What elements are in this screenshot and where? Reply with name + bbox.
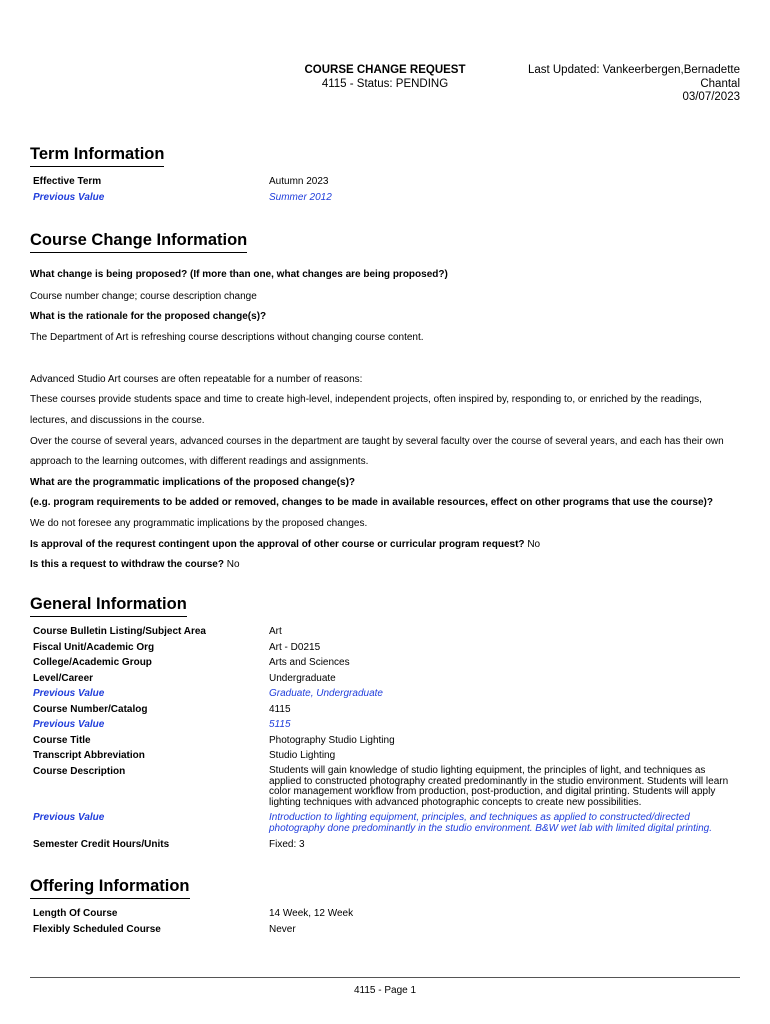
field-label: Course Title [33,735,91,746]
previous-value-label: Previous Value [33,719,105,730]
answer-programmatic: We do not foresee any programmatic implications by the proposed changes. [30,518,368,529]
field-value: Art - D0215 [269,642,321,653]
field-label: Course Number/Catalog [33,704,148,715]
field-label: College/Academic Group [33,657,152,668]
question-withdraw [30,559,745,571]
question-proposed-change: What change is being proposed? (If more than one, what changes are being proposed?) [30,269,448,280]
question-programmatic: What are the programmatic implications of the proposed change(s)? [30,477,356,488]
field-value: Arts and Sciences [269,657,350,668]
field-label: Flexibly Scheduled Course [33,924,161,935]
field-value: Undergraduate [269,673,336,684]
term-information-heading: Term Information [30,145,164,167]
document-header [270,64,500,91]
previous-description-value: Introduction to lighting equipment, principles, and techniques as applied to constructed/directed photography done predominantly in the studio environment. B&W wet lab with limited digital printing. [269,812,713,834]
footer-divider [30,977,740,978]
previous-value-label: Previous Value [33,192,105,203]
field-label: Effective Term [33,176,102,187]
question-withdraw-text: Is this a request to withdraw the course? [30,559,224,570]
field-value: 4115 [269,704,291,715]
document-title: COURSE CHANGE REQUEST [304,64,466,76]
offering-information-heading: Offering Information [30,877,190,899]
answer-rationale-5: Over the course of several years, advanced courses in the department are taught by several faculty over the course of several years, and each has their own [30,436,724,447]
answer-rationale-2: Advanced Studio Art courses are often repeatable for a number of reasons: [30,374,363,385]
previous-value-label: Previous Value [33,812,105,823]
previous-value: Graduate, Undergraduate [269,688,383,699]
previous-value: 5115 [269,719,291,730]
field-label: Transcript Abbreviation [33,750,145,761]
answer-rationale-1: The Department of Art is refreshing course descriptions without changing course content. [30,332,424,343]
field-label: Level/Career [33,673,94,684]
field-label: Length Of Course [33,908,118,919]
field-label: Course Description [33,766,126,777]
question-contingent [30,539,745,551]
answer-contingent: No [527,539,541,550]
field-label: Course Bulletin Listing/Subject Area [33,626,206,637]
field-value: Autumn 2023 [269,176,329,187]
field-value: Photography Studio Lighting [269,735,395,746]
course-change-heading: Course Change Information [30,231,247,253]
previous-value-label: Previous Value [33,688,105,699]
answer-withdraw: No [226,559,240,570]
question-programmatic-examples: (e.g. program requirements to be added or removed, changes to be made in available resources, effect on other programs that use the course)? [30,497,713,508]
previous-value: Summer 2012 [269,192,332,203]
field-label: Fiscal Unit/Academic Org [33,642,155,653]
field-value: Fixed: 3 [269,839,305,850]
page-number: 4115 - Page 1 [353,985,417,996]
last-updated-by-cont: Chantal [700,77,740,90]
general-information-heading: General Information [30,595,187,617]
field-value: Studio Lighting [269,750,336,761]
field-value: 14 Week, 12 Week [269,908,354,919]
last-updated-block [480,64,740,105]
answer-rationale-4: lectures, and discussions in the course. [30,415,205,426]
last-updated-date: 03/07/2023 [682,91,740,103]
last-updated-by: Last Updated: Vankeerbergen,Bernadette [527,64,740,76]
field-value: Art [269,626,282,637]
course-description-value: Students will gain knowledge of studio lighting equipment, the principles of light, and techniques as applied to constructed photography created predominantly in the studio environment. Students will learn color management workflow from production, post-production, and digital printing. Students will apply lighting techniques with advanced photographic concepts to create new possibilities. [269,765,729,808]
question-rationale: What is the rationale for the proposed change(s)? [30,311,267,322]
field-label: Semester Credit Hours/Units [33,839,170,850]
answer-rationale-6: approach to the learning outcomes, with different readings and assignments. [30,456,369,467]
request-status: 4115 - Status: PENDING [321,77,449,90]
answer-proposed-change: Course number change; course description change [30,291,257,302]
field-value: Never [269,924,296,935]
answer-rationale-3: These courses provide students space and time to create high-level, independent projects, often inspired by, responding to, or enriched by the readings, [30,394,702,405]
question-contingent-text: Is approval of the requrest contingent upon the approval of other course or curricular program request? [30,539,525,550]
